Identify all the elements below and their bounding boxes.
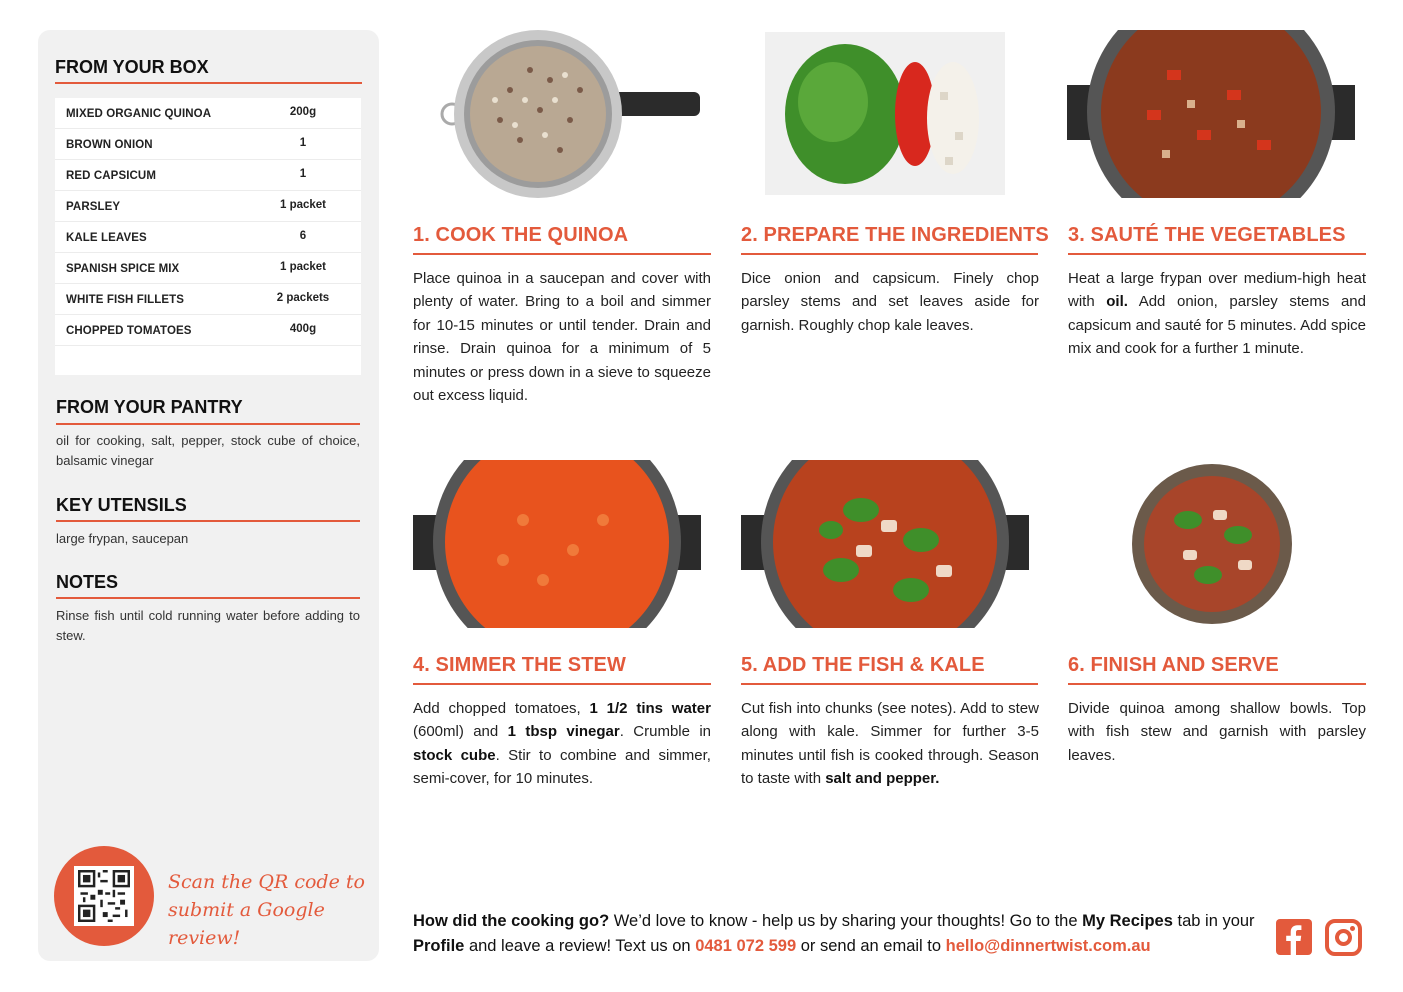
text-run: Dice onion and capsicum. Finely chop parsley stems and set leaves aside for garnish. Roughly chop kale leaves. [741,270,1039,334]
feedback-footer-text [413,909,1263,959]
pantry-heading: FROM YOUR PANTRY [56,397,243,417]
facebook-icon[interactable] [1276,919,1312,955]
ingredients-sidebar [38,30,379,961]
ingredient-name: RED CAPSICUM [66,170,157,182]
ingredient-quantity: 1 packet [279,199,327,211]
ingredient-name: MIXED ORGANIC QUINOA [66,108,212,120]
qr-review-prompt: Scan the QR code to submit a Google review! [168,871,365,949]
step-4-body [413,697,711,791]
step-2-title: 2. PREPARE THE INGREDIENTS [741,224,1049,246]
emphasis-text: My Recipes [1082,912,1173,930]
ingredient-name: BROWN ONION [66,139,153,151]
step-1-body [413,267,711,407]
step-rule [413,683,711,685]
step-5-title: 5. ADD THE FISH & KALE [741,654,985,676]
sauteed-vegetables-pan-photo [1067,30,1355,198]
ingredient-quantity: 200g [289,106,317,118]
pantry-text: oil for cooking, salt, pepper, stock cube of choice, balsamic vinegar [56,433,360,468]
text-run: Place quinoa in a saucepan and cover with plenty of water. Bring to a boil and simmer for 10-15 minutes or until tender. Drain and rinse. Drain quinoa for a minimum of 5 minutes or press down in a sieve to squeeze out excess liquid. [413,270,711,405]
from-your-box-heading: FROM YOUR BOX [55,57,209,77]
ingredient-row [55,222,361,253]
instagram-icon[interactable] [1325,919,1362,956]
step-3-title: 3. SAUTÉ THE VEGETABLES [1068,224,1346,246]
emphasis-text: Profile [413,937,465,955]
contact-link[interactable]: hello@dinnertwist.com.au [945,937,1151,955]
step-rule [1068,253,1366,255]
step-6-title: 6. FINISH AND SERVE [1068,654,1279,676]
heading-rule [56,597,360,599]
ingredient-row [55,253,361,284]
ingredient-quantity: 6 [299,230,307,242]
step-1-title: 1. COOK THE QUINOA [413,224,629,246]
text-run: . Crumble in [619,723,711,741]
text-run: or send an email to [796,937,946,955]
text-run: Divide quinoa among shallow bowls. Top with fish stew and garnish with parsley leaves. [1068,700,1366,764]
step-rule [741,253,1038,255]
step-rule [741,683,1038,685]
utensils-heading: KEY UTENSILS [56,495,187,515]
step-rule [1068,683,1366,685]
ingredient-quantity: 2 packets [276,292,330,304]
ingredient-name: SPANISH SPICE MIX [66,263,180,275]
text-run: We’d love to know - help us by sharing your thoughts! Go to the [609,912,1083,930]
qr-code-graphic [78,870,130,922]
text-run: . Stir to combine and simmer, semi-cover, for 10 minutes. [413,746,711,788]
text-run: Add onion, parsley stems and capsicum and sauté for 5 minutes. Add spice mix and cook for a further 1 minute. [1068,293,1366,358]
fish-kale-stew-pan-photo [741,460,1029,628]
emphasis-text: 1 1/2 tins water [589,700,711,717]
ingredient-quantity: 400g [289,323,317,335]
ingredient-name: WHITE FISH FILLETS [66,294,185,306]
heading-rule [56,423,360,425]
quinoa-saucepan-photo [440,30,702,198]
emphasis-text: 1 tbsp vinegar [507,723,620,741]
heading-rule [56,520,360,522]
served-bowl-photo [1128,460,1296,628]
text-run: tab in your [1172,912,1255,930]
heading-rule [55,82,362,84]
notes-heading: NOTES [56,572,119,592]
tomato-stew-pan-photo [413,460,701,628]
emphasis-text: How did the cooking go? [413,912,610,930]
ingredient-row [55,315,361,346]
text-run: Cut fish into chunks (see notes). Add to stew along with kale. Simmer for further 3-5 minutes until fish is cooked through. Season to taste with [741,700,1039,788]
step-rule [413,253,711,255]
text-run: and leave a review! Text us on [464,937,696,955]
utensils-text: large frypan, saucepan [56,531,189,546]
step-2-body [741,267,1039,337]
ingredient-quantity: 1 [299,168,307,180]
ingredient-quantity: 1 packet [279,261,327,273]
step-4-title: 4. SIMMER THE STEW [413,654,626,676]
instagram-dot [1350,926,1355,931]
ingredient-row [55,98,361,129]
text-run: (600ml) and [413,723,508,741]
step-3-body [1068,267,1366,361]
qr-code-badge[interactable] [54,846,154,946]
ingredient-quantity: 1 [299,137,307,149]
ingredient-row [55,191,361,222]
emphasis-text: stock cube [413,746,496,764]
facebook-glyph [1276,919,1312,955]
ingredient-row [55,160,361,191]
notes-text: Rinse fish until cold running water before adding to stew. [56,608,360,643]
ingredient-name: KALE LEAVES [66,232,147,244]
emphasis-text: salt and pepper. [825,770,940,788]
text-run: Add chopped tomatoes, [413,700,590,717]
emphasis-text: oil. [1106,293,1128,311]
text-run: Heat a large frypan over medium-high heat with [1068,270,1366,311]
ingredients-table [55,98,361,375]
ingredient-row [55,129,361,160]
qr-code-icon[interactable] [74,866,134,926]
ingredient-row [55,284,361,315]
chopped-vegetables-photo [765,32,1005,195]
step-6-body [1068,697,1366,767]
instagram-lens [1335,929,1352,946]
ingredient-name: CHOPPED TOMATOES [66,325,192,337]
ingredient-name: PARSLEY [66,201,121,213]
contact-link[interactable]: 0481 072 599 [695,937,797,955]
step-5-body [741,697,1039,791]
